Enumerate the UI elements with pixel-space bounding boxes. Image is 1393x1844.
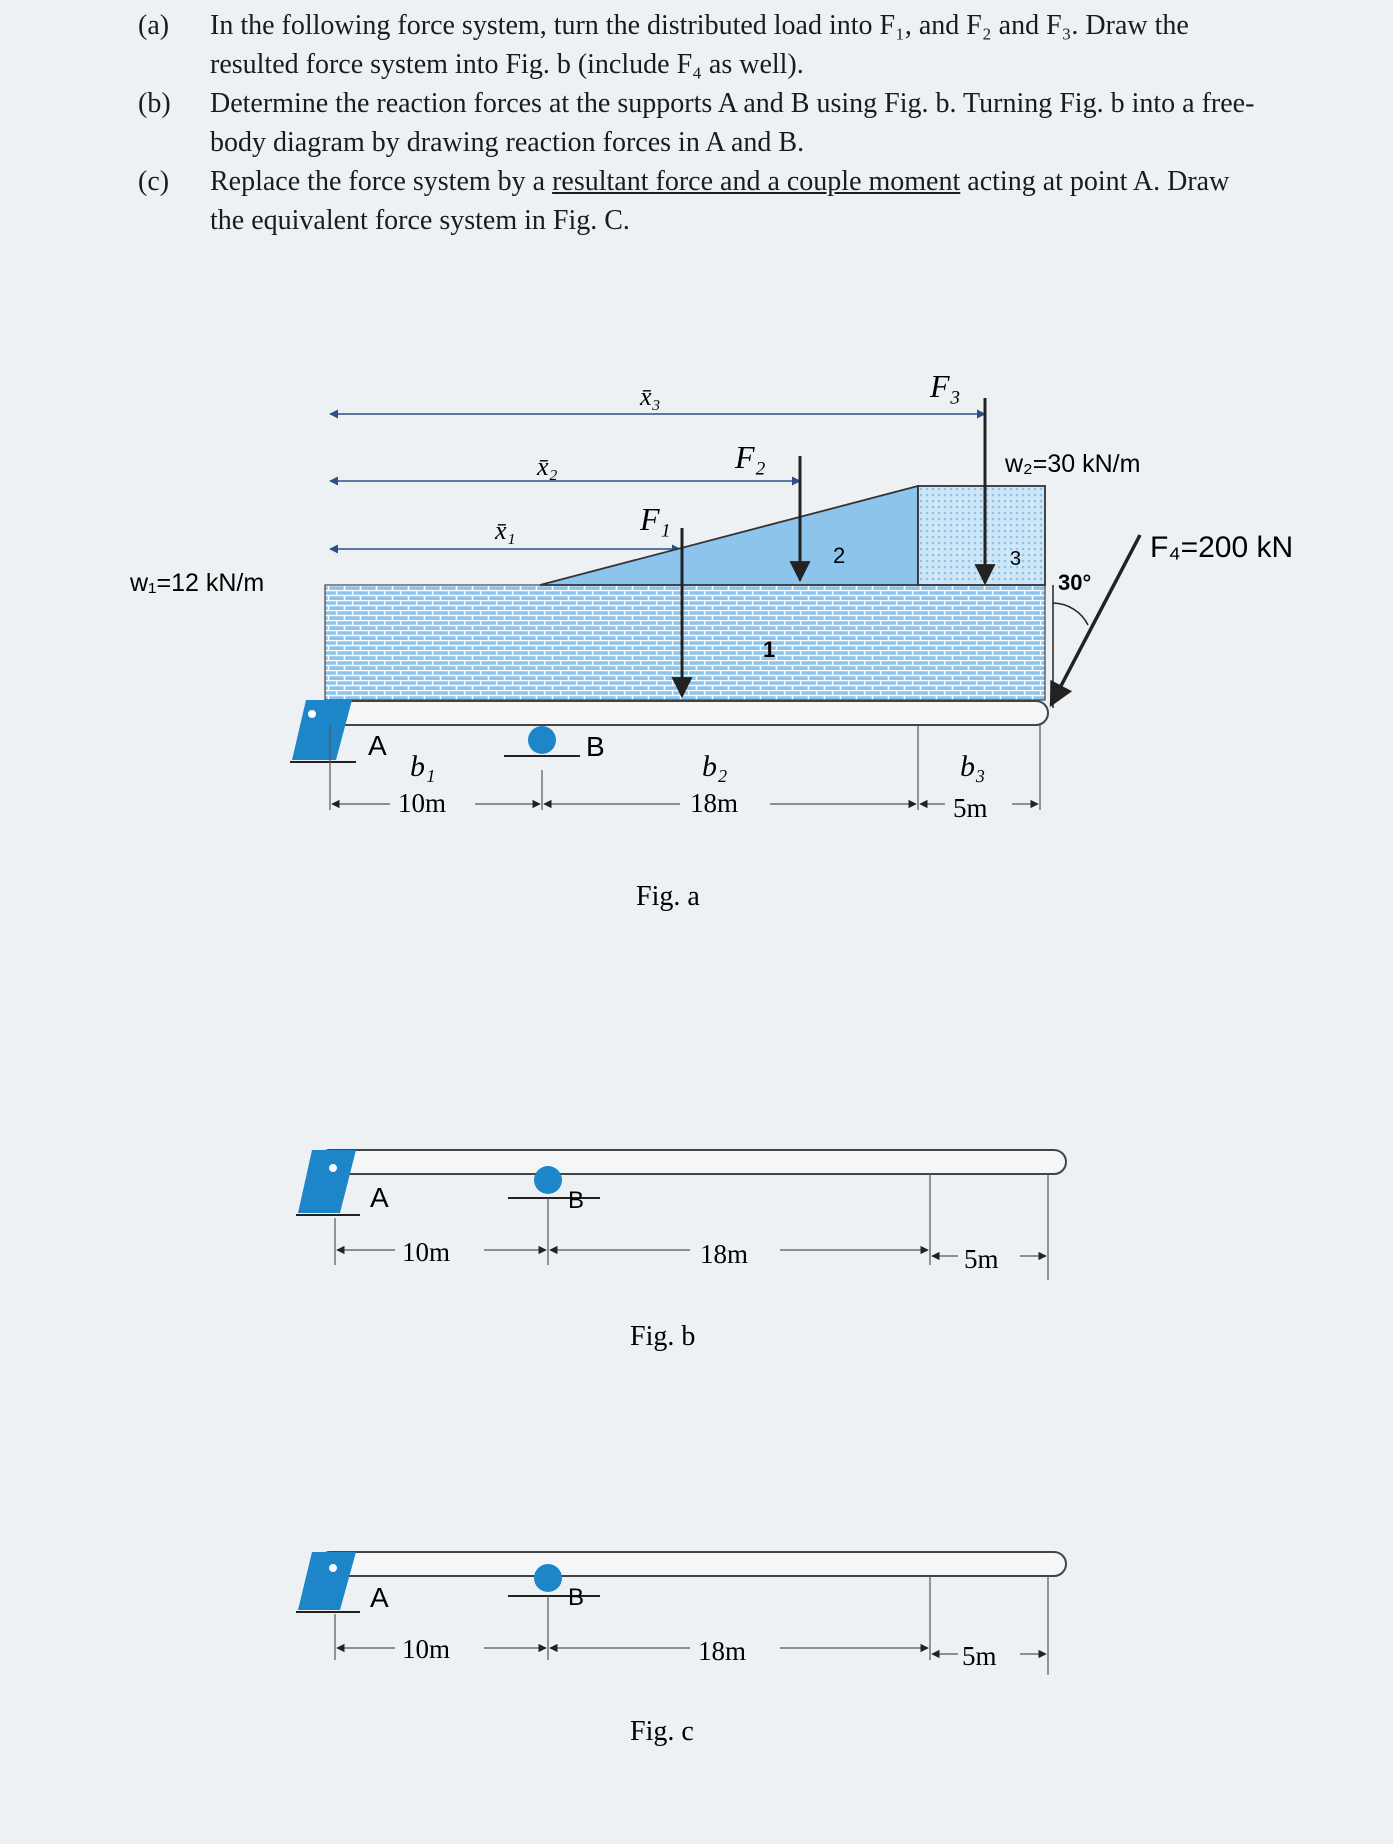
beam-a <box>318 701 1048 725</box>
beam-c <box>318 1552 1066 1576</box>
x3-label: x̄₃ <box>640 382 661 411</box>
pin-support-a-hole <box>328 1563 338 1573</box>
dim-5m: 5m <box>962 1641 997 1671</box>
dim-10m: 10m <box>402 1634 451 1664</box>
fig-b-caption: Fig. b <box>630 1321 696 1352</box>
question-c-underlined-text: resultant force and a couple moment <box>552 166 961 197</box>
f1-label: F₁ <box>640 501 671 537</box>
f2-label: F₂ <box>735 439 766 475</box>
f4-angle-label: 30° <box>1058 570 1092 595</box>
pin-support-a-hole <box>307 709 317 719</box>
question-c-label: (c) <box>138 166 170 197</box>
dim-18m: 18m <box>698 1636 747 1666</box>
support-a-label: A <box>370 1182 389 1213</box>
fig-c <box>296 1552 1066 1747</box>
distributed-load-region-3 <box>918 486 1045 585</box>
question-b-text: Determine the reaction forces at the supports A and B using Fig. b. Turning Fig. b into a free-body diagram by drawing reaction forces in A and B. <box>210 88 1255 158</box>
fig-a <box>129 368 1293 912</box>
roller-support-b <box>528 726 556 754</box>
support-a-label: A <box>370 1582 389 1613</box>
dim-10m: 10m <box>402 1237 451 1267</box>
question-a-text: In the following force system, turn the distributed load into F₁, and F₂ and F₃. Draw the resulted force system into Fig. b (include F₄ as well). <box>210 10 1189 80</box>
question-b-label: (b) <box>138 88 171 119</box>
question-c-text-after: acting at point A. Draw the equivalent force system in Fig. C. <box>210 166 1230 236</box>
b2-label: b₂ <box>702 750 728 783</box>
distributed-load-region-1 <box>325 585 1045 700</box>
f4-arrow <box>1051 535 1140 705</box>
roller-support-b <box>534 1166 562 1194</box>
dim-5m: 5m <box>964 1244 999 1274</box>
dim-5m: 5m <box>953 793 988 823</box>
pin-support-a-hole <box>328 1163 338 1173</box>
b3-label: b₃ <box>960 750 986 783</box>
region-2-label: 2 <box>833 543 846 568</box>
region-1-label: 1 <box>763 637 776 662</box>
region-3-label: 3 <box>1010 548 1022 570</box>
f4-label: F₄=200 kN <box>1150 531 1294 564</box>
distributed-load-region-2 <box>540 486 918 585</box>
f3-label: F₃ <box>930 368 961 404</box>
x1-label: x̄₁ <box>495 516 516 545</box>
w1-label: w₁=12 kN/m <box>130 569 265 597</box>
dim-10m: 10m <box>398 788 447 818</box>
fig-a-caption: Fig. a <box>636 881 700 912</box>
question-c-text-before: Replace the force system by a <box>210 166 553 197</box>
roller-support-b <box>534 1564 562 1592</box>
support-b-label: B <box>568 1187 585 1214</box>
x2-label: x̄₂ <box>537 452 558 481</box>
fig-b <box>296 1150 1066 1352</box>
b1-label: b₁ <box>410 750 436 783</box>
question-a-label: (a) <box>138 10 170 41</box>
dim-18m: 18m <box>700 1239 749 1269</box>
pin-support-a <box>298 1552 356 1610</box>
pin-support-a <box>292 700 352 760</box>
w2-label: w₂=30 kN/m <box>1005 450 1141 478</box>
support-b-label: B <box>568 1584 585 1611</box>
f4-angle-arc <box>1053 603 1088 625</box>
pin-support-a <box>298 1150 356 1213</box>
fig-c-caption: Fig. c <box>630 1716 694 1747</box>
dim-18m: 18m <box>690 788 739 818</box>
support-b-label: B <box>586 731 605 762</box>
beam-b <box>318 1150 1066 1174</box>
support-a-label: A <box>368 730 387 761</box>
